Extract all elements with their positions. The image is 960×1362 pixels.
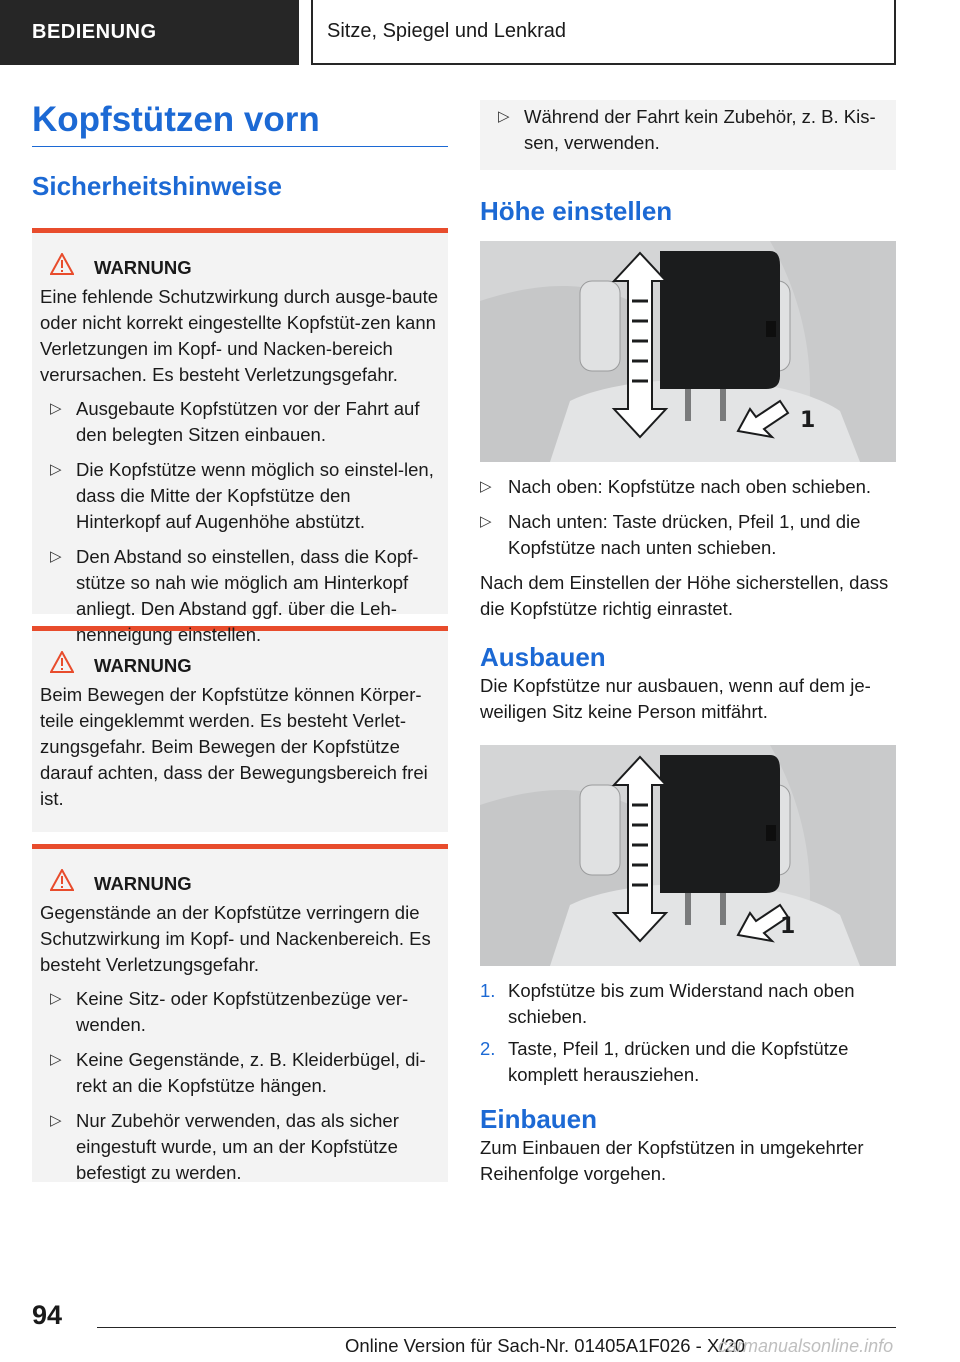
bullet-triangle-icon: ▷	[50, 548, 62, 565]
warning-triangle-icon	[50, 253, 94, 282]
warning-text: Gegenstände an der Kopfstütze verringern die Schutzwirkung im Kopf- und Nackenbereich. Es besteht Verletzungsgefahr.	[40, 902, 431, 975]
warning-list	[488, 104, 886, 156]
remove-intro: Die Kopfstütze nur ausbauen, wenn auf dem je-weiligen Sitz keine Person mitfährt.	[480, 675, 871, 722]
section-heading-height: Höhe einstellen	[480, 196, 673, 226]
warning-triangle-icon	[50, 869, 94, 898]
warning-text: Beim Bewegen der Kopfstütze können Körper-teile eingeklemmt werden. Es besteht Verlet-zungsgefahr. Beim Bewegen der Kopfstütze darauf achten, dass der Bewegungsbereich frei ist.	[40, 684, 428, 809]
bullet-triangle-icon: ▷	[480, 478, 492, 495]
warning-header	[40, 651, 440, 680]
right-column	[480, 100, 896, 1187]
warning-list	[40, 986, 440, 1186]
warning-list	[40, 396, 440, 648]
list-item: 1. Kopfstütze bis zum Widerstand nach oben schieben.	[480, 980, 855, 1027]
footer-divider	[97, 1327, 896, 1328]
list-item: ▷ Die Kopfstütze wenn möglich so einstel-len, dass die Mitte der Kopfstütze den Hinterkopf auf Augenhöhe abstützt.	[50, 459, 434, 532]
list-item: ▷ Nur Zubehör verwenden, das als sicher eingestuft wurde, um an der Kopfstütze befestigt zu werden.	[50, 1110, 399, 1183]
warning-label: WARNUNG	[94, 256, 192, 278]
warning-label: WARNUNG	[94, 654, 192, 676]
bullet-triangle-icon: ▷	[480, 513, 492, 530]
warning-text: Eine fehlende Schutzwirkung durch ausge-baute oder nicht korrekt eingestellte Kopfstüt-zen kann Verletzungen im Kopf- und Nacken-bereich verursachen. Es besteht Verletzungsgefahr.	[40, 286, 439, 385]
warning-header	[40, 869, 440, 898]
footer-text: Online Version für Sach-Nr. 01405A1F026 - X/20	[345, 1335, 746, 1356]
watermark: carmanualsonline.info	[718, 1336, 894, 1356]
list-item: ▷ Keine Gegenstände, z. B. Kleiderbügel, di-rekt an die Kopfstütze hängen.	[50, 1049, 426, 1096]
warning-box-2	[32, 626, 448, 832]
warning-header	[40, 253, 440, 282]
page-number: 94	[32, 1300, 63, 1330]
section-tab	[0, 0, 299, 65]
section-heading-install: Einbauen	[480, 1104, 598, 1134]
bullet-triangle-icon: ▷	[50, 1051, 62, 1068]
chapter-header	[311, 0, 896, 65]
headrest-remove-figure	[480, 745, 896, 966]
left-column	[32, 100, 448, 1182]
bullet-triangle-icon: ▷	[50, 1112, 62, 1129]
bullet-triangle-icon: ▷	[50, 461, 62, 478]
height-note: Nach dem Einstellen der Höhe sicherstellen, dass die Kopfstütze richtig einrastet.	[480, 572, 889, 619]
figure-arrow-label: 1	[800, 408, 816, 433]
section-heading-remove: Ausbauen	[480, 642, 606, 672]
warning-triangle-icon	[50, 651, 94, 680]
section-heading-safety: Sicherheitshinweise	[32, 171, 282, 201]
section-title: BEDIENUNG	[32, 21, 157, 43]
list-item: ▷ Ausgebaute Kopfstützen vor der Fahrt auf den belegten Sitzen einbauen.	[50, 398, 420, 445]
list-item: 2. Taste, Pfeil 1, drücken und die Kopfstütze komplett herausziehen.	[480, 1038, 849, 1085]
warning-box-1	[32, 228, 448, 645]
install-text: Zum Einbauen der Kopfstützen in umgekehrter Reihenfolge vorgehen.	[480, 1137, 864, 1184]
continued-warning-box	[480, 100, 896, 170]
bullet-triangle-icon: ▷	[50, 400, 62, 417]
remove-steps	[480, 978, 896, 1088]
list-item: ▷ Nach oben: Kopfstütze nach oben schieben.	[480, 474, 896, 500]
figure-arrow-label: 1	[780, 914, 796, 939]
bullet-triangle-icon: ▷	[498, 108, 510, 125]
list-item: ▷ Den Abstand so einstellen, dass die Kopf-stütze so nah wie möglich am Hinterkopf anliegt. Den Abstand ggf. über die Leh-nenneigung einstellen.	[50, 546, 419, 645]
warning-label: WARNUNG	[94, 872, 192, 894]
headrest-height-figure	[480, 241, 896, 462]
list-item: ▷ Nach unten: Taste drücken, Pfeil 1, und die Kopfstütze nach unten schieben.	[480, 511, 861, 558]
list-item: ▷ Keine Sitz- oder Kopfstützenbezüge ver-wenden.	[50, 988, 409, 1035]
list-item: ▷ Während der Fahrt kein Zubehör, z. B. Kis-sen, verwenden.	[498, 106, 876, 153]
height-steps	[480, 474, 896, 561]
page-title: Kopfstützen vorn	[32, 100, 448, 147]
warning-box-3	[32, 844, 448, 1182]
chapter-title: Sitze, Spiegel und Lenkrad	[327, 20, 567, 42]
bullet-triangle-icon: ▷	[50, 990, 62, 1007]
